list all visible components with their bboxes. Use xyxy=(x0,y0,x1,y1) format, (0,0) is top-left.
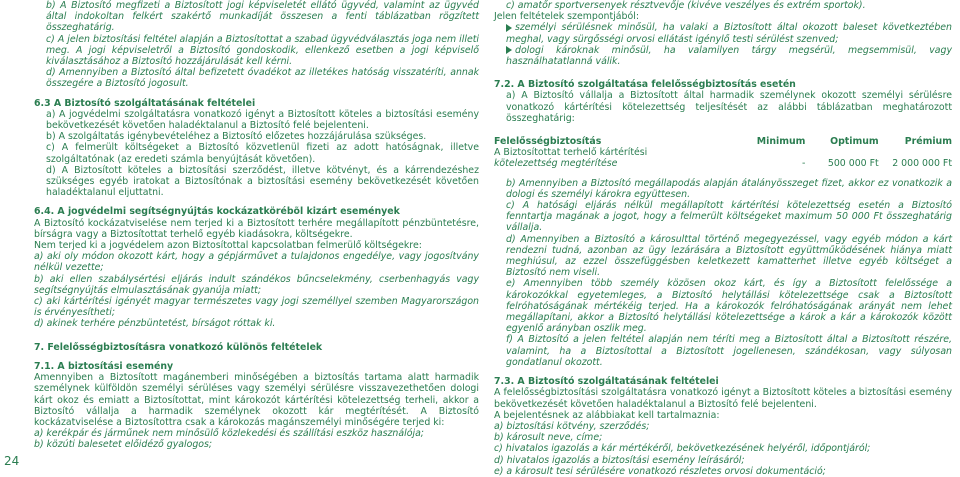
table-header-optimum: Optimum xyxy=(830,136,879,148)
paragraph-7-1-b: b) közúti balesetet előidéző gyalogos; xyxy=(34,439,213,451)
table-row xyxy=(494,147,952,169)
paragraph-7-3-b: b) károsult neve, címe; xyxy=(494,432,603,444)
table-header-row xyxy=(494,136,952,147)
paragraph-6-3-b: b) A szolgáltatás igénybevételéhez a Biztosító előzetes hozzájárulása szükséges. xyxy=(46,131,427,143)
table-cell-optimum: 500 000 Ft xyxy=(827,158,879,170)
section-7-heading: 7. Felelősségbiztosításra vonatkozó különös feltételek xyxy=(34,341,323,353)
table-header-minimum: Minimum xyxy=(756,136,806,148)
left-column xyxy=(34,0,479,451)
paragraph-6-3-d: d) A Biztosított köteles a biztosítási szerződést, illetve kötvényt, és a kárrendezéshez szükséges egyéb iratokat a Biztosítónak a biztosítási esemény bekövetkezését követően haladéktalanul eljuttatni. xyxy=(46,164,479,199)
definition-personal-injury-text: személyi sérülésnek minősül, ha valaki a Biztosított által okozott baleset következtében meghal, vagy sürgősségi orvosi ellátást igénylő testi sérülést szenved; xyxy=(506,22,952,45)
paragraph-7-1-body: Amennyiben a Biztosított magánemberi minőségében a biztosítás tartama alatt harmadik személynek külföldön személyi sérüléses vagy személyi sérülésre visszavezethetően dologi kárt okoz és emiatt a Biztosítottat, mint károkozót kártérítési kötelezettség terheli, akkor a Biztosító vállalja a harmadik személynek okozott kár megtérítését. A Biztosító kockázatviselése a Biztosítottra csak a károkozás magánszemélyi minőségére terjed ki: xyxy=(34,372,479,428)
paragraph-7-2-c: c) A hatósági eljárás nélkül megállapított kártérítési kötelezettség esetén a Biztosító fenntartja magának a jogot, hogy a felmerült költségeket maximum 50 000 Ft összeghatárig vállalja. xyxy=(506,200,952,234)
section-7-1-heading: 7.1. A biztosítási esemény xyxy=(34,360,174,372)
paragraph-6-2-d: d) Amennyiben a Biztosító által befizetett óvadékot az illetékes hatóság visszatéríti, annak összegére a Biztosító jogosult. xyxy=(46,67,479,90)
definitions-intro: Jelen feltételek szempontjából: xyxy=(494,11,639,23)
table-header-premium: Prémium xyxy=(904,136,952,148)
paragraph-6-4-c: c) aki kártérítési igényét magyar természetes vagy jogi személlyel szemben Magyarországon is érvényesítheti; xyxy=(34,296,479,319)
paragraph-7-3-d: d) hivatalos igazolás a biztosítási esemény leírásáról; xyxy=(494,454,745,466)
definition-property-damage xyxy=(494,45,952,67)
paragraph-6-4-d: d) akinek terhére pénzbüntetést, bírságot róttak ki. xyxy=(34,318,276,330)
table-row-label xyxy=(494,147,732,169)
table-header-liability: Felelősségbiztosítás xyxy=(494,136,602,148)
table-row-label-line1: A Biztosítottat terhelő kártérítési xyxy=(494,147,648,159)
paragraph-7-1-a: a) kerékpár és járműnek nem minősülő közlekedési és szállítási eszköz használója; xyxy=(34,428,424,440)
paragraph-6-4-scope: Nem terjed ki a jogvédelem azon Biztosítottal kapcsolatban felmerülő költségekre: xyxy=(34,240,422,252)
bullet-arrow-icon xyxy=(506,46,512,54)
paragraph-7-3-c: c) hivatalos igazolás a kár mértékéről, bekövetkezésének helyéről, időpontjáról; xyxy=(494,443,871,455)
paragraph-6-2-c: c) A jelen biztosítási feltétel alapján a Biztosítottat a szabad ügyvédválasztás joga nem illeti meg. A jogi képviseletről a Biztosító gondoskodik, ellenkező esetben a jogi képviselő kiválasztásához a Biztosító hozzájárulását kell kérni. xyxy=(46,33,479,68)
paragraph-6-4-a: a) aki oly módon okozott kárt, hogy a gépjárművet a tulajdonos engedélye, vagy jogosítvány nélkül vezette; xyxy=(34,251,479,274)
bullet-arrow-icon xyxy=(506,24,512,32)
section-6-4-heading: 6.4. A jogvédelmi segítségnyújtás kockázatkörébõl kizárt események xyxy=(34,206,400,218)
section-7-3-heading: 7.3. A Biztosító szolgáltatásának feltételei xyxy=(494,376,719,388)
paragraph-7-3-e: e) a károsult tesi sérülésére vonatkozó részletes orvosi dokumentáció; xyxy=(494,465,826,477)
paragraph-6-3-c: c) A felmerült költségeket a Biztosító közvetlenül fizeti az adott hatóságnak, illetve szolgáltatónak (az eredeti számla benyújtását követően). xyxy=(46,142,479,165)
page-number: 24 xyxy=(4,454,20,468)
paragraph-7-2-f: f) A Biztosító a jelen feltétel alapján nem téríti meg a Biztosított által a Biztosított részére, valamint, ha a Biztosítottal a Biztosított jogellenesen, szándékosan, vagy súlyosan gondatlanul okozott. xyxy=(506,334,952,368)
paragraph-7-2-e: e) Amennyiben több személy közösen okoz kárt, és így a Biztosított felelőssége a károkozókkal egyetemleges, a Biztosító helytállási kötelezettsége csak a Biztosított felróhatóságának mértékéig terjed. Ha a károkozók felróhatóságának arányát nem lehet megállapítani, akkor a Biztosító helytállási kötelezettsége a károk a kár a károkozók között egyenlő arányban oszlik meg. xyxy=(506,278,952,335)
paragraph-6-3-a: a) A jogvédelmi szolgáltatásra vonatkozó igényt a Biztosított köteles a biztosítási esemény bekövetkezését követően haladéktalanul a Biztosító felé bejelenteni. xyxy=(46,108,479,132)
paragraph-7-3-contents: A bejelentésnek az alábbiakat kell tartalmaznia: xyxy=(494,409,720,421)
definition-personal-injury xyxy=(494,22,952,44)
paragraph-6-4-b: b) aki ellen szabálysértési eljárás indult szándékos bűncselekmény, cserbenhagyás vagy segítségnyújtás elmulasztásának gyanúja miatt; xyxy=(34,273,479,296)
paragraph-7-2-b: b) Amennyiben a Biztosító megállapodás alapján átalányösszeget fizet, akkor ez vonatkozik a dologi és személyi károkra együttesen. xyxy=(506,177,952,200)
right-column xyxy=(494,0,952,477)
section-7-2-heading: 7.2. A Biztosító szolgáltatása felelősségbiztosítás esetén xyxy=(494,79,796,91)
paragraph-6-4-intro: A Biztosító kockázatviselése nem terjed ki a Biztosított terhére megállapított pénzbüntetésre, bírságra vagy a Biztosítottat terhelő egyéb kiadásokra, költségekre. xyxy=(34,217,479,240)
paragraph-6-2-b: b) A Biztosító megfizeti a Biztosított jogi képviseletét ellátó ügyvéd, valamint az ügyvéd által indokoltan felkért szakértő munkadíját összesen a fenti táblázatban rögzített összeghatárig. xyxy=(46,0,479,34)
paragraph-7-3-body: A felelősségbiztosítási szolgáltatásra vonatkozó igényt a Biztosított köteles a biztosítási esemény bekövetkezését követően haladéktalanul a Biztosító felé bejelenteni. xyxy=(494,387,952,410)
liability-limits-table xyxy=(494,136,952,170)
paragraph-7-1-c: c) amatőr sportversenyek résztvevője (kivéve veszélyes és extrém sportok). xyxy=(506,0,866,11)
table-row-label-line2: kötelezettség megtérítése xyxy=(494,158,618,170)
paragraph-7-2-d: d) Amennyiben a Biztosító a károsulttal történő megegyezéssel, vagy egyéb módon a kárt rendezni tudná, azonban az ügy lezárására a Biztosított együttműködésének hiánya miatt meghiúsul, az ezzel összefüggésben keletkezett kamatterhet illetve egyéb költséget a Biztosító nem viseli. xyxy=(506,233,952,279)
paragraph-7-3-a: a) biztosítási kötvény, szerződés; xyxy=(494,420,650,432)
section-6-3-heading: 6.3 A Biztosító szolgáltatásának feltételei xyxy=(34,97,256,109)
paragraph-7-2-a: a) A Biztosító vállalja a Biztosított által harmadik személynek okozott személyi sérülésre vonatkozó kártérítési kötelezettség teljesítését az alábbi táblázatban meghatározott összeghatárig: xyxy=(506,90,952,124)
table-cell-premium: 2 000 000 Ft xyxy=(892,158,952,170)
table-cell-minimum: - xyxy=(802,158,806,170)
definition-property-damage-text: dologi károknak minősül, ha valamilyen tárgy megsérül, megsemmisül, vagy használhatatlanná válik. xyxy=(506,44,952,68)
